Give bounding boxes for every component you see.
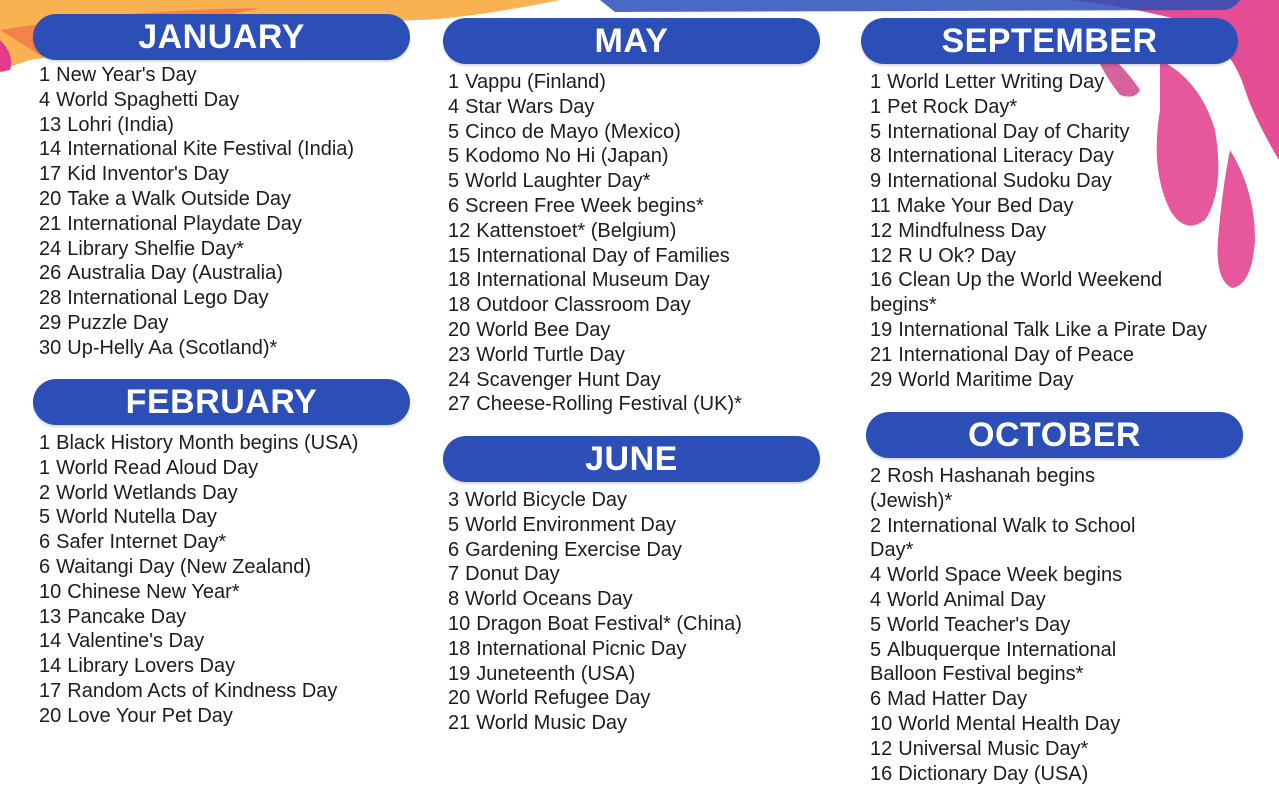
event-day: 13 bbox=[39, 113, 62, 136]
event-name: Australia Day (Australia) bbox=[67, 262, 283, 285]
event-day: 18 bbox=[448, 637, 471, 660]
event-item bbox=[39, 654, 419, 679]
month-header-may: MAY bbox=[443, 18, 820, 64]
event-item bbox=[448, 488, 848, 513]
event-name: Black History Month begins (USA) bbox=[56, 432, 359, 454]
event-item bbox=[39, 629, 419, 654]
event-item bbox=[39, 336, 419, 361]
event-day: 21 bbox=[39, 212, 62, 235]
event-day: 2 bbox=[870, 465, 882, 487]
event-item bbox=[448, 219, 848, 244]
event-name: Albuquerque International Balloon Festival begins* bbox=[870, 638, 1117, 686]
event-day: 10 bbox=[448, 612, 471, 635]
event-name: World Turtle Day bbox=[476, 343, 625, 366]
event-name: International Picnic Day bbox=[476, 637, 687, 660]
event-day: 5 bbox=[870, 120, 882, 143]
event-name: Puzzle Day bbox=[67, 311, 169, 334]
event-name: R U Ok? Day bbox=[898, 244, 1017, 267]
event-day: 1 bbox=[39, 432, 51, 454]
event-name: International Sudoku Day bbox=[887, 170, 1112, 193]
event-name: Screen Free Week begins* bbox=[465, 194, 704, 217]
event-item bbox=[39, 137, 419, 162]
event-name: Dictionary Day (USA) bbox=[898, 762, 1089, 785]
event-day: 12 bbox=[870, 244, 893, 267]
event-day: 18 bbox=[448, 294, 471, 317]
event-name: World Music Day bbox=[476, 712, 628, 735]
event-name: Star Wars Day bbox=[465, 95, 595, 118]
event-day: 4 bbox=[870, 564, 882, 587]
event-list-october bbox=[870, 464, 1170, 786]
event-day: 1 bbox=[870, 95, 882, 118]
event-day: 1 bbox=[870, 71, 882, 93]
event-day: 28 bbox=[39, 287, 62, 310]
event-name: International Literacy Day bbox=[887, 145, 1114, 168]
event-day: 20 bbox=[39, 704, 62, 727]
event-name: Pancake Day bbox=[67, 605, 187, 628]
event-name: International Day of Families bbox=[476, 244, 730, 267]
event-day: 5 bbox=[448, 120, 460, 143]
event-name: Donut Day bbox=[465, 563, 560, 586]
event-list-may bbox=[448, 70, 848, 417]
event-item bbox=[870, 687, 1170, 712]
event-name: Random Acts of Kindness Day bbox=[67, 679, 338, 702]
event-name: Love Your Pet Day bbox=[67, 704, 233, 727]
event-day: 16 bbox=[870, 269, 893, 292]
event-day: 16 bbox=[870, 762, 893, 785]
event-name: International Talk Like a Pirate Day bbox=[898, 318, 1207, 341]
event-item bbox=[870, 95, 1230, 120]
event-name: Kodomo No Hi (Japan) bbox=[465, 145, 669, 168]
event-name: World Space Week begins bbox=[887, 564, 1123, 587]
event-name: World Laughter Day* bbox=[465, 170, 651, 193]
event-day: 17 bbox=[39, 163, 62, 186]
event-item bbox=[448, 368, 848, 393]
event-day: 14 bbox=[39, 655, 62, 678]
event-day: 23 bbox=[448, 343, 471, 366]
event-item bbox=[870, 194, 1230, 219]
event-item bbox=[448, 612, 848, 637]
event-name: World Bicycle Day bbox=[465, 489, 628, 511]
event-day: 5 bbox=[448, 145, 460, 168]
event-item bbox=[448, 538, 848, 563]
event-day: 27 bbox=[448, 393, 471, 416]
event-name: World Read Aloud Day bbox=[56, 456, 259, 479]
event-list-january bbox=[39, 63, 419, 361]
event-name: World Wetlands Day bbox=[56, 481, 238, 504]
event-name: World Environment Day bbox=[465, 513, 676, 536]
event-name: Cinco de Mayo (Mexico) bbox=[465, 120, 681, 143]
event-name: New Year's Day bbox=[56, 64, 197, 86]
event-item bbox=[448, 268, 848, 293]
event-day: 5 bbox=[39, 506, 51, 529]
event-day: 6 bbox=[39, 531, 51, 554]
event-day: 30 bbox=[39, 336, 62, 359]
event-day: 24 bbox=[448, 368, 471, 391]
event-item bbox=[39, 481, 419, 506]
event-day: 6 bbox=[448, 538, 460, 561]
event-list-june bbox=[448, 488, 848, 736]
event-day: 20 bbox=[448, 687, 471, 710]
event-name: Safer Internet Day* bbox=[56, 531, 227, 554]
event-name: Mad Hatter Day bbox=[887, 688, 1028, 711]
event-name: Cheese-Rolling Festival (UK)* bbox=[476, 393, 742, 416]
event-item bbox=[448, 293, 848, 318]
event-day: 18 bbox=[448, 269, 471, 292]
event-item bbox=[39, 261, 419, 286]
event-item bbox=[870, 563, 1170, 588]
event-name: World Bee Day bbox=[476, 318, 611, 341]
event-name: World Animal Day bbox=[887, 588, 1046, 611]
event-name: Juneteenth (USA) bbox=[476, 662, 636, 685]
event-day: 5 bbox=[448, 513, 460, 536]
event-name: Scavenger Hunt Day bbox=[476, 368, 661, 391]
event-day: 4 bbox=[448, 95, 460, 118]
event-item bbox=[39, 286, 419, 311]
event-item bbox=[39, 530, 419, 555]
event-name: Take a Walk Outside Day bbox=[67, 187, 292, 210]
event-name: Universal Music Day* bbox=[898, 737, 1089, 760]
event-name: International Day of Peace bbox=[898, 343, 1134, 366]
event-name: Vappu (Finland) bbox=[465, 71, 606, 93]
event-item bbox=[448, 343, 848, 368]
event-day: 12 bbox=[870, 219, 893, 242]
event-item bbox=[870, 318, 1230, 343]
event-day: 24 bbox=[39, 237, 62, 260]
event-day: 1 bbox=[39, 64, 51, 86]
event-item bbox=[448, 637, 848, 662]
event-item bbox=[870, 368, 1230, 393]
event-day: 6 bbox=[870, 688, 882, 711]
event-item bbox=[39, 605, 419, 630]
event-name: International Lego Day bbox=[67, 287, 269, 310]
month-header-february: FEBRUARY bbox=[33, 379, 410, 425]
event-day: 8 bbox=[448, 588, 460, 611]
event-day: 8 bbox=[870, 145, 882, 168]
event-day: 3 bbox=[448, 489, 460, 511]
event-item bbox=[448, 144, 848, 169]
event-item bbox=[39, 212, 419, 237]
event-name: Valentine's Day bbox=[67, 630, 205, 653]
event-item bbox=[870, 268, 1230, 318]
event-item bbox=[870, 244, 1230, 269]
event-list-february bbox=[39, 431, 419, 729]
event-day: 29 bbox=[870, 368, 893, 391]
event-name: International Kite Festival (India) bbox=[67, 138, 355, 161]
event-name: International Walk to School Day* bbox=[870, 514, 1136, 562]
event-day: 10 bbox=[870, 712, 893, 735]
event-item bbox=[870, 464, 1170, 514]
event-item bbox=[870, 514, 1170, 564]
event-item bbox=[39, 187, 419, 212]
event-name: Dragon Boat Festival* (China) bbox=[476, 612, 742, 635]
event-name: Outdoor Classroom Day bbox=[476, 294, 691, 317]
event-item bbox=[870, 120, 1230, 145]
event-name: International Day of Charity bbox=[887, 120, 1130, 143]
event-item bbox=[448, 711, 848, 736]
event-item bbox=[39, 162, 419, 187]
event-item bbox=[870, 169, 1230, 194]
event-name: Library Shelfie Day* bbox=[67, 237, 244, 260]
event-item bbox=[870, 343, 1230, 368]
event-name: Kattenstoet* (Belgium) bbox=[476, 219, 677, 242]
event-item bbox=[39, 311, 419, 336]
event-item bbox=[870, 613, 1170, 638]
event-item bbox=[448, 194, 848, 219]
month-header-september: SEPTEMBER bbox=[861, 18, 1238, 64]
event-day: 1 bbox=[448, 71, 460, 93]
event-day: 20 bbox=[448, 318, 471, 341]
event-item bbox=[448, 244, 848, 269]
event-day: 9 bbox=[870, 170, 882, 193]
event-day: 4 bbox=[870, 588, 882, 611]
event-item bbox=[448, 95, 848, 120]
event-name: World Spaghetti Day bbox=[56, 88, 240, 111]
event-item bbox=[39, 113, 419, 138]
event-name: Waitangi Day (New Zealand) bbox=[56, 555, 312, 578]
event-item bbox=[870, 638, 1170, 688]
event-item bbox=[448, 70, 848, 95]
event-item bbox=[39, 431, 419, 456]
event-day: 10 bbox=[39, 580, 62, 603]
event-day: 2 bbox=[39, 481, 51, 504]
event-item bbox=[39, 555, 419, 580]
event-day: 5 bbox=[448, 170, 460, 193]
event-item bbox=[39, 88, 419, 113]
event-name: Clean Up the World Weekend begins* bbox=[870, 269, 1163, 317]
event-name: Pet Rock Day* bbox=[887, 95, 1018, 118]
event-day: 19 bbox=[870, 318, 893, 341]
event-day: 29 bbox=[39, 311, 62, 334]
event-name: Rosh Hashanah begins (Jewish)* bbox=[870, 465, 1096, 512]
event-day: 19 bbox=[448, 662, 471, 685]
event-item bbox=[448, 662, 848, 687]
event-day: 5 bbox=[870, 638, 882, 661]
event-name: World Mental Health Day bbox=[898, 712, 1121, 735]
event-day: 15 bbox=[448, 244, 471, 267]
event-name: Gardening Exercise Day bbox=[465, 538, 682, 561]
event-name: Up-Helly Aa (Scotland)* bbox=[67, 336, 278, 359]
event-day: 12 bbox=[870, 737, 893, 760]
event-item bbox=[870, 712, 1170, 737]
event-day: 14 bbox=[39, 138, 62, 161]
event-item bbox=[870, 588, 1170, 613]
event-item bbox=[448, 587, 848, 612]
event-item bbox=[39, 704, 419, 729]
event-day: 6 bbox=[448, 194, 460, 217]
event-day: 1 bbox=[39, 456, 51, 479]
event-item bbox=[448, 392, 848, 417]
event-day: 26 bbox=[39, 262, 62, 285]
event-day: 6 bbox=[39, 555, 51, 578]
event-item bbox=[39, 237, 419, 262]
event-item bbox=[870, 144, 1230, 169]
event-name: Chinese New Year* bbox=[67, 580, 240, 603]
event-day: 21 bbox=[448, 712, 471, 735]
event-item bbox=[39, 679, 419, 704]
event-item bbox=[448, 318, 848, 343]
month-header-june: JUNE bbox=[443, 436, 820, 482]
event-day: 7 bbox=[448, 563, 460, 586]
event-item bbox=[870, 737, 1170, 762]
event-name: Kid Inventor's Day bbox=[67, 163, 229, 186]
month-header-october: OCTOBER bbox=[866, 412, 1243, 458]
event-name: Mindfulness Day bbox=[898, 219, 1047, 242]
event-item bbox=[870, 219, 1230, 244]
event-name: World Nutella Day bbox=[56, 506, 217, 529]
event-name: World Refugee Day bbox=[476, 687, 651, 710]
month-header-january: JANUARY bbox=[33, 14, 410, 60]
event-item bbox=[870, 70, 1230, 95]
event-item bbox=[448, 169, 848, 194]
event-name: World Oceans Day bbox=[465, 588, 633, 611]
event-day: 2 bbox=[870, 514, 882, 537]
event-day: 14 bbox=[39, 630, 62, 653]
event-item bbox=[39, 456, 419, 481]
event-name: World Letter Writing Day bbox=[887, 71, 1105, 93]
event-name: International Museum Day bbox=[476, 269, 710, 292]
event-day: 12 bbox=[448, 219, 471, 242]
event-item bbox=[39, 580, 419, 605]
event-name: Lohri (India) bbox=[67, 113, 174, 136]
event-name: World Teacher's Day bbox=[887, 613, 1071, 636]
event-item bbox=[448, 686, 848, 711]
event-item bbox=[39, 505, 419, 530]
event-day: 17 bbox=[39, 679, 62, 702]
event-day: 20 bbox=[39, 187, 62, 210]
event-day: 21 bbox=[870, 343, 893, 366]
event-item bbox=[870, 762, 1170, 786]
event-item bbox=[448, 120, 848, 145]
event-list-september bbox=[870, 70, 1230, 392]
event-name: Make Your Bed Day bbox=[896, 194, 1074, 217]
event-name: World Maritime Day bbox=[898, 368, 1074, 391]
event-item bbox=[39, 63, 419, 88]
event-name: Library Lovers Day bbox=[67, 655, 236, 678]
event-item bbox=[448, 513, 848, 538]
event-name: International Playdate Day bbox=[67, 212, 302, 235]
event-day: 4 bbox=[39, 88, 51, 111]
event-day: 11 bbox=[870, 194, 891, 217]
event-item bbox=[448, 562, 848, 587]
event-day: 5 bbox=[870, 613, 882, 636]
event-day: 13 bbox=[39, 605, 62, 628]
